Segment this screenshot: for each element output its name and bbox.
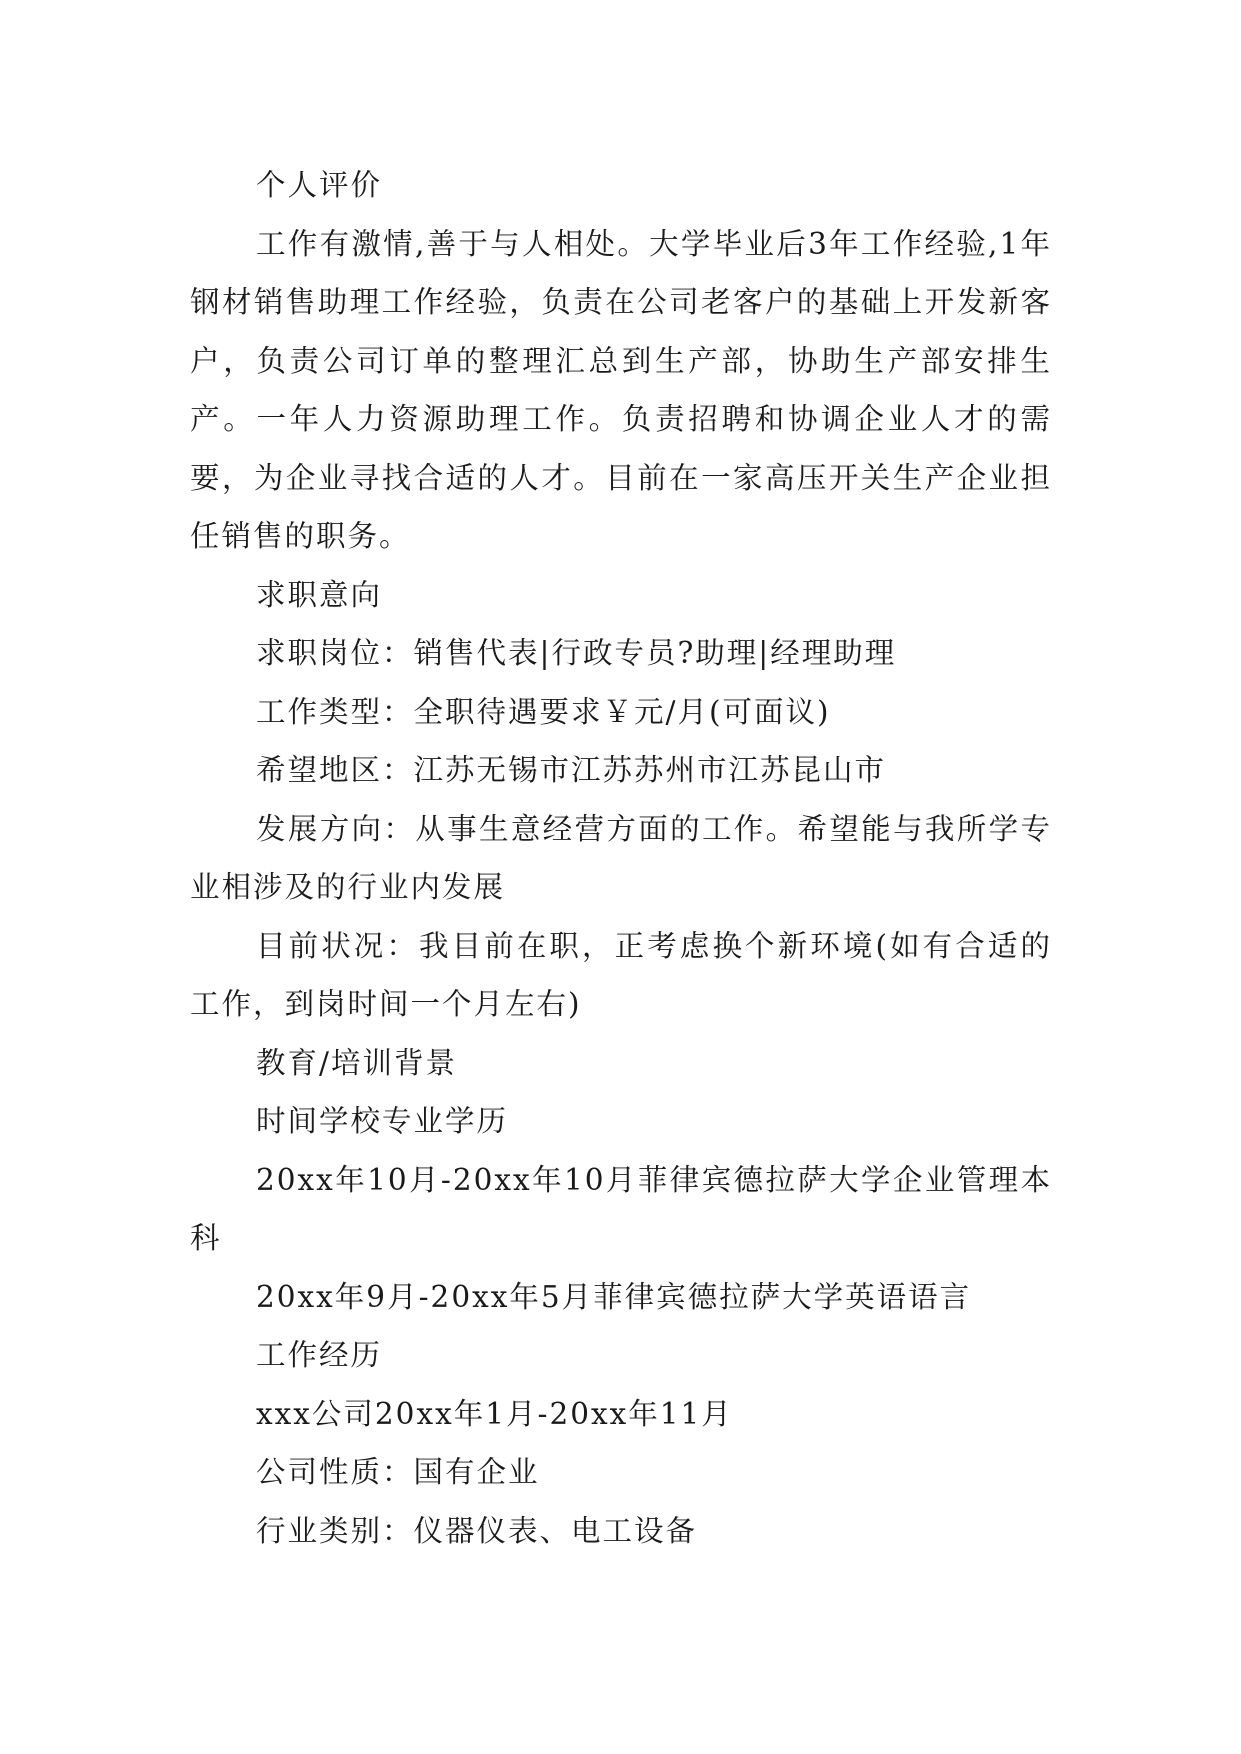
career-direction: 发展方向：从事生意经营方面的工作。希望能与我所学专业相涉及的行业内发展: [190, 811, 1052, 904]
company-nature: 公司性质：国有企业: [256, 1455, 540, 1489]
heading-personal-evaluation: 个人评价: [256, 168, 383, 202]
current-status: 目前状况：我目前在职，正考虑换个新环境(如有合适的工作，到岗时间一个月左右): [190, 928, 1052, 1021]
personal-evaluation-text: 工作有激情,善于与人相处。大学毕业后3年工作经验,1年钢材销售助理工作经验，负责在公司老客户的基础上开发新客户，负责公司订单的整理汇总到生产部，协助生产部安排生产。一年人力资源助理工作。负责招聘和协调企业人才的需要，为企业寻找合适的人才。目前在一家高压开关生产企业担任销售的职务。: [190, 226, 1052, 553]
desired-position: 求职岗位：销售代表|行政专员?助理|经理助理: [256, 636, 897, 670]
education-entry: 20xx年10月-20xx年10月菲律宾德拉萨大学企业管理本科: [190, 1162, 1052, 1255]
heading-education: 教育/培训背景: [256, 1045, 457, 1080]
education-entry: 20xx年9月-20xx年5月菲律宾德拉萨大学英语语言: [256, 1279, 972, 1314]
heading-work-experience: 工作经历: [256, 1338, 383, 1372]
document-body: [190, 156, 1052, 1560]
desired-region: 希望地区：江苏无锡市江苏苏州市江苏昆山市: [256, 753, 887, 787]
work-experience-company: xxx公司20xx年1月-20xx年11月: [256, 1396, 733, 1431]
heading-job-intention: 求职意向: [256, 577, 383, 612]
job-type: 工作类型：全职待遇要求￥元/月(可面议): [256, 694, 831, 729]
industry-category: 行业类别：仪器仪表、电工设备: [256, 1513, 698, 1548]
education-table-header: 时间学校专业学历: [256, 1104, 509, 1138]
